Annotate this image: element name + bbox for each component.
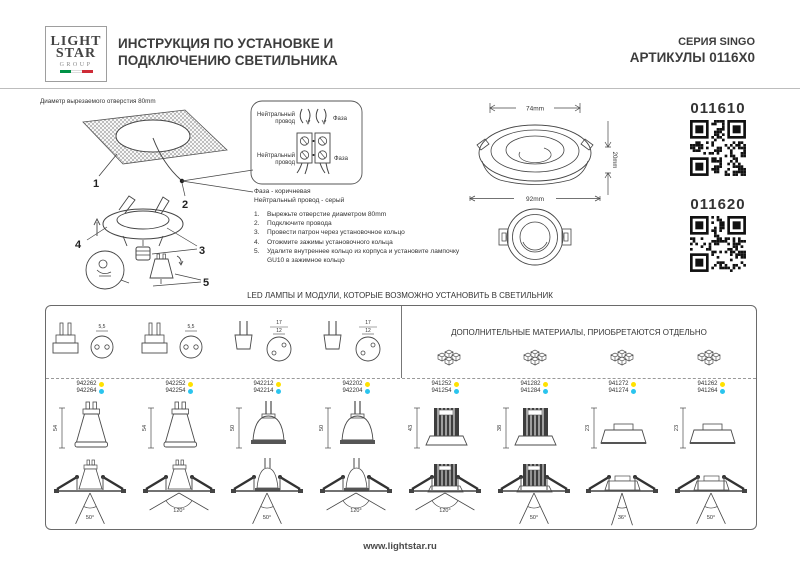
installation-diagram — [35, 94, 253, 292]
svg-text:54: 54 — [142, 424, 148, 432]
lamp-column — [312, 306, 400, 529]
warm-color-dot — [720, 382, 725, 387]
header-divider — [0, 88, 800, 89]
svg-text:17: 17 — [365, 320, 371, 326]
installed-section-drawing — [401, 456, 489, 530]
svg-text:17: 17 — [276, 320, 282, 326]
page-title — [118, 35, 338, 69]
installed-section-drawing — [578, 456, 666, 530]
svg-text:36°: 36° — [617, 515, 627, 521]
product-code: 942264 — [76, 388, 97, 394]
installed-section-drawing — [135, 456, 223, 530]
product-code: 941252 — [431, 381, 452, 387]
phase-wire-label: Фаза — [333, 116, 347, 122]
series-name: СЕРИЯ SINGO — [678, 36, 755, 48]
lamp-drawing — [490, 398, 578, 456]
product-code: 941274 — [608, 388, 629, 394]
product-code: 942254 — [165, 388, 186, 394]
legend-neutral: Нейтральный провод - серый — [254, 197, 345, 204]
wire-color-legend — [254, 187, 344, 205]
article-number: 011610 — [690, 100, 746, 117]
product-codes — [135, 381, 223, 394]
series-block — [630, 36, 755, 65]
logo-text: STAR — [55, 45, 97, 61]
svg-text:120°: 120° — [173, 508, 185, 514]
product-code: 941262 — [697, 381, 718, 387]
article-block — [674, 196, 762, 272]
product-code: 942252 — [165, 381, 186, 387]
step: 2. Подключите провода — [254, 220, 332, 228]
svg-text:54: 54 — [53, 424, 59, 432]
product-code: 942212 — [253, 381, 274, 387]
svg-text:5,5: 5,5 — [187, 324, 195, 330]
series-articles: АРТИКУЛЫ 0116Х0 — [629, 50, 755, 65]
installed-section-drawing — [312, 456, 400, 530]
logo-text: LIGHT — [50, 33, 102, 49]
warm-color-dot — [276, 382, 281, 387]
lamp-drawing — [312, 398, 400, 456]
hole-diameter-label: Диаметр вырезаемого отверстия 80mm — [40, 98, 156, 105]
product-codes — [312, 381, 400, 394]
dimensions-drawing — [462, 95, 622, 267]
svg-text:120°: 120° — [350, 508, 362, 514]
warm-color-dot — [631, 382, 636, 387]
product-code: 941264 — [697, 388, 718, 394]
product-codes — [223, 381, 311, 394]
installed-section-drawing — [223, 456, 311, 530]
installed-section-drawing — [46, 456, 134, 530]
cool-color-dot — [188, 389, 193, 394]
svg-text:50°: 50° — [85, 515, 95, 521]
installed-section-drawing — [490, 456, 578, 530]
lamp-column — [490, 306, 578, 529]
lamp-column — [401, 306, 489, 529]
lamp-drawing — [223, 398, 311, 456]
website-url: www.lightstar.ru — [363, 541, 437, 552]
lamp-drawing — [667, 398, 755, 456]
installed-section-drawing — [667, 456, 755, 530]
dim-92mm: 92mm — [525, 196, 545, 203]
cool-color-dot — [99, 389, 104, 394]
svg-text:50°: 50° — [529, 515, 539, 521]
cool-color-dot — [631, 389, 636, 394]
svg-text:5,5: 5,5 — [98, 324, 106, 330]
product-code: 941282 — [520, 381, 541, 387]
svg-text:38: 38 — [497, 424, 503, 432]
cool-color-dot — [720, 389, 725, 394]
product-code: 942262 — [76, 381, 97, 387]
product-code: 941284 — [520, 388, 541, 394]
callout-2: 2 — [182, 199, 189, 211]
qr-code — [690, 120, 746, 176]
svg-text:50: 50 — [230, 424, 236, 432]
lamp-drawing — [46, 398, 134, 456]
svg-text:12: 12 — [365, 328, 371, 334]
svg-text:23: 23 — [585, 424, 591, 432]
lamp-drawing — [578, 398, 666, 456]
svg-text:12: 12 — [276, 328, 282, 334]
wiring-diagram — [250, 100, 363, 186]
lamps-panel — [45, 305, 757, 530]
step: 3. Провести патрон через установочное кольцо — [254, 229, 405, 237]
svg-text:120°: 120° — [439, 508, 451, 514]
warm-color-dot — [454, 382, 459, 387]
neutral-wire-label: Нейтральный — [256, 153, 295, 159]
product-code: 941254 — [431, 388, 452, 394]
svg-text:50°: 50° — [706, 515, 716, 521]
qr-code — [690, 216, 746, 272]
warm-color-dot — [365, 382, 370, 387]
neutral-wire-label: провод — [275, 160, 295, 166]
neutral-wire-label: Нейтральный — [256, 112, 295, 118]
lamp-column — [46, 306, 134, 529]
lamp-column — [223, 306, 311, 529]
title-line: ПОДКЛЮЧЕНИЮ СВЕТИЛЬНИКА — [118, 53, 338, 68]
cool-color-dot — [454, 389, 459, 394]
product-codes — [578, 381, 666, 394]
lamp-column — [667, 306, 755, 529]
logo-text: GROUP — [59, 61, 93, 68]
cool-color-dot — [365, 389, 370, 394]
additional-materials-title: ДОПОЛНИТЕЛЬНЫЕ МАТЕРИАЛЫ, ПРИОБРЕТАЮТСЯ ОТДЕЛЬНО — [451, 328, 707, 337]
lamps-panel-title: LED ЛАМПЫ И МОДУЛИ, КОТОРЫЕ ВОЗМОЖНО УСТАНОВИТЬ В СВЕТИЛЬНИК — [247, 291, 553, 300]
neutral-wire-label: провод — [275, 119, 295, 125]
title-line: ИНСТРУКЦИЯ ПО УСТАНОВКЕ И — [118, 36, 334, 51]
product-codes — [667, 381, 755, 394]
product-code: 942214 — [253, 388, 274, 394]
callout-1: 1 — [93, 178, 100, 190]
step: 5. Удалите внутреннее кольцо из корпуса и установите лампочку GU10 в зажимное кольцо — [254, 247, 460, 265]
warm-color-dot — [99, 382, 104, 387]
callout-3: 3 — [199, 245, 206, 257]
product-codes — [46, 381, 134, 394]
phase-wire-label: Фаза — [334, 156, 348, 162]
svg-text:23: 23 — [674, 424, 680, 432]
warm-color-dot — [188, 382, 193, 387]
lamp-drawing — [401, 398, 489, 456]
italian-flag-icon — [60, 70, 93, 73]
callout-5: 5 — [203, 277, 210, 289]
callout-4: 4 — [75, 239, 82, 251]
lightstar-logo — [45, 26, 107, 82]
svg-text:50: 50 — [319, 424, 325, 432]
article-block — [674, 100, 762, 176]
article-number: 011620 — [690, 196, 746, 213]
product-code: 942204 — [342, 388, 363, 394]
svg-text:43: 43 — [408, 424, 414, 432]
product-code: 942202 — [342, 381, 363, 387]
step: 1. Вырежьте отверстие диаметром 80mm — [254, 211, 387, 218]
installation-steps — [254, 210, 469, 265]
cool-color-dot — [276, 389, 281, 394]
product-code: 941272 — [608, 381, 629, 387]
lamp-column — [135, 306, 223, 529]
product-codes — [490, 381, 578, 394]
legend-phase: Фаза - коричневая — [254, 188, 311, 195]
product-codes — [401, 381, 489, 394]
dim-20mm: 20mm — [611, 151, 617, 169]
lamp-column — [578, 306, 666, 529]
step: 4. Отожмите зажимы установочного кольца — [254, 238, 393, 246]
lamp-drawing — [135, 398, 223, 456]
dim-74mm: 74mm — [525, 105, 545, 113]
cool-color-dot — [543, 389, 548, 394]
warm-color-dot — [543, 382, 548, 387]
svg-text:50°: 50° — [262, 515, 272, 521]
